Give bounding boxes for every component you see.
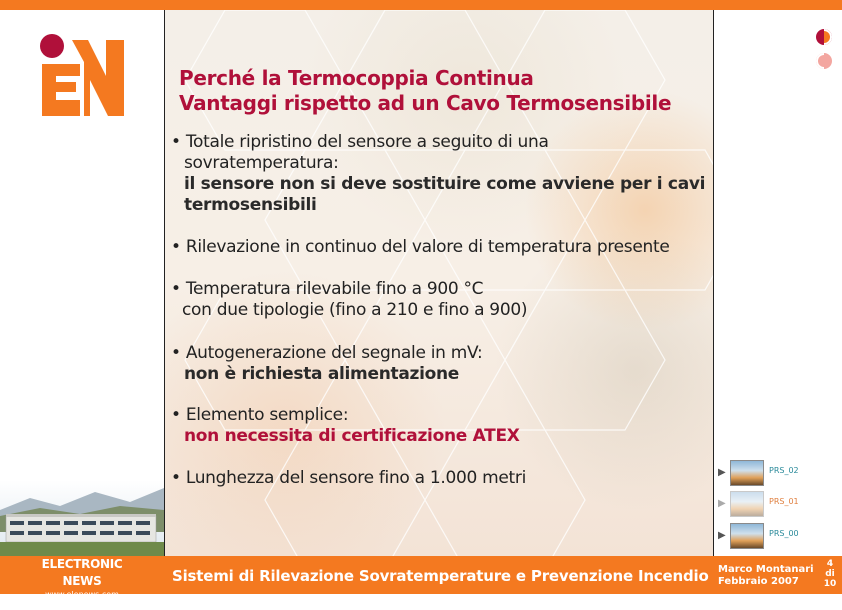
thumbnail-image <box>730 460 764 486</box>
bullet-lunghezza <box>171 468 526 489</box>
page-current: 4 <box>826 559 834 569</box>
thumbnail-item[interactable] <box>718 489 838 519</box>
page-of: di <box>825 569 835 579</box>
footer-brand <box>22 556 142 610</box>
slide-content <box>164 10 714 556</box>
presentation-title: Sistemi di Rilevazione Sovratemperature e Prevenzione Incendio <box>172 567 709 585</box>
building-photo <box>0 480 164 556</box>
bullet-emphasis: il sensore non si deve sostituire come avviene per i cavi <box>184 174 706 194</box>
previous-slide-icon[interactable] <box>815 52 833 70</box>
bullet-line: • Lunghezza del sensore fino a 1.000 metri <box>171 468 527 488</box>
brand-url[interactable]: www.elenews.com <box>45 590 119 599</box>
electronic-news-logo <box>36 32 126 128</box>
right-panel <box>714 10 842 556</box>
play-arrow-icon: ▶ <box>718 467 726 478</box>
play-arrow-icon: ▶ <box>718 530 726 541</box>
bullet-emphasis: non è richiesta alimentazione <box>184 364 460 384</box>
brand-name: ELECTRONIC NEWS <box>41 557 123 588</box>
author-info <box>718 564 814 588</box>
bullet-ripristino <box>171 132 705 216</box>
slide-title-line-1: Perché la Termocoppia Continua <box>179 66 534 90</box>
thumbnail-label: PRS_00 <box>769 529 799 538</box>
bullet-line: con due tipologie (fino a 210 e fino a 900) <box>182 300 528 320</box>
thumbnail-label: PRS_02 <box>769 466 799 475</box>
bullet-line: • Totale ripristino del sensore a seguito di una <box>171 132 549 152</box>
bullet-emphasis-red: non necessita di certificazione ATEX <box>184 426 520 446</box>
thumbnail-item[interactable] <box>718 521 838 551</box>
thumbnail-image <box>730 491 764 517</box>
bullet-emphasis: termosensibili <box>184 195 317 215</box>
presentation-date: Febbraio 2007 <box>718 576 799 587</box>
slide-title-line-2: Vantaggi rispetto ad un Cavo Termosensibile <box>179 91 672 115</box>
bullet-line: • Autogenerazione del segnale in mV: <box>171 343 483 363</box>
play-arrow-icon: ▶ <box>718 498 726 509</box>
thumbnail-image <box>730 523 764 549</box>
slide-title <box>179 66 671 116</box>
bullet-rilevazione <box>171 237 670 258</box>
thumbnail-item[interactable] <box>718 458 838 488</box>
footer-bar <box>0 556 842 609</box>
bullet-line: • Rilevazione in continuo del valore di temperatura presente <box>171 237 670 257</box>
bullet-autogenerazione <box>171 343 482 385</box>
bullet-line: • Temperatura rilevabile fino a 900 °C <box>171 279 484 299</box>
thumbnail-label: PRS_01 <box>769 497 799 506</box>
bullet-line: sovratemperatura: <box>184 153 339 173</box>
brand-email[interactable]: e-mail: info@elenews.it <box>35 600 129 609</box>
page-indicator <box>823 559 837 589</box>
left-panel <box>0 10 164 556</box>
top-orange-bar <box>0 0 842 10</box>
next-slide-icon[interactable] <box>815 28 833 46</box>
bullet-temperatura <box>171 279 527 321</box>
bullet-elemento <box>171 405 520 447</box>
author-name: Marco Montanari <box>718 564 814 575</box>
bullet-line: • Elemento semplice: <box>171 405 349 425</box>
page-total: 10 <box>823 579 837 589</box>
